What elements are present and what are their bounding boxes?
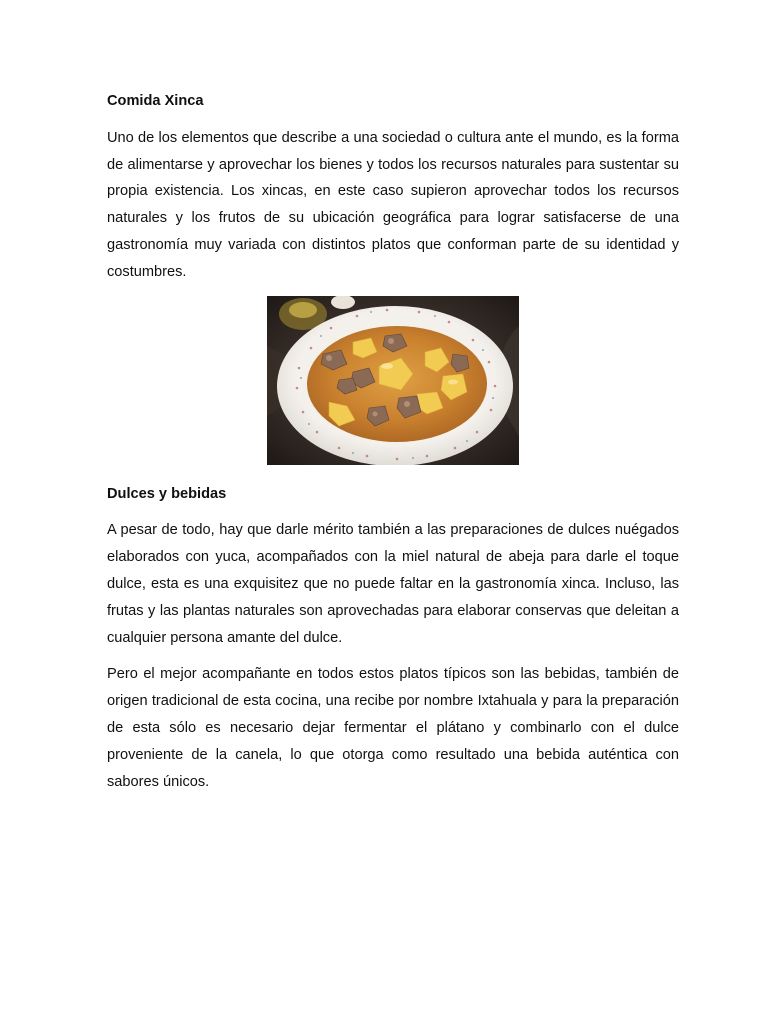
soup-bowl-photo [267, 296, 519, 465]
paragraph-comida-xinca: Uno de los elementos que describe a una sociedad o cultura ante el mundo, es la forma de alimentarse y aprovechar los bienes y todos los recursos naturales para sustentar su propia existencia. Los xincas, en este caso supieron aprovechar todos los recursos naturales y los frutos de su ubicación geográfica para lograr satisfacerse de una gastronomía muy variada con distintos platos que conforman parte de su identidad y costumbres. [107, 129, 679, 280]
paragraph-bebidas: Pero el mejor acompañante en todos estos platos típicos son las bebidas, también de origen tradicional de esta cocina, una recibe por nombre Ixtahuala y para la preparación de esta sólo es necesario dejar fermentar el plátano y combinarlo con el dulce proveniente de la canela, lo que otorga como resultado una bebida auténtica con sabores únicos. [107, 666, 679, 790]
section-heading-comida-xinca: Comida Xinca [107, 93, 204, 109]
document-body [107, 88, 679, 805]
section-heading-dulces-y-bebidas: Dulces y bebidas [107, 485, 227, 502]
paragraph-dulces: A pesar de todo, hay que darle mérito también a las preparaciones de dulces nuégados elaborados con yuca, acompañados con la miel natural de abeja para darle el toque dulce, esta es una exquisitez que no puede faltar en la gastronomía xinca. Incluso, las frutas y las plantas naturales son aprovechadas para elaborar conservas que deleitan a cualquier persona amante del dulce. [107, 522, 679, 646]
soup-bowl-illustration [267, 296, 519, 465]
